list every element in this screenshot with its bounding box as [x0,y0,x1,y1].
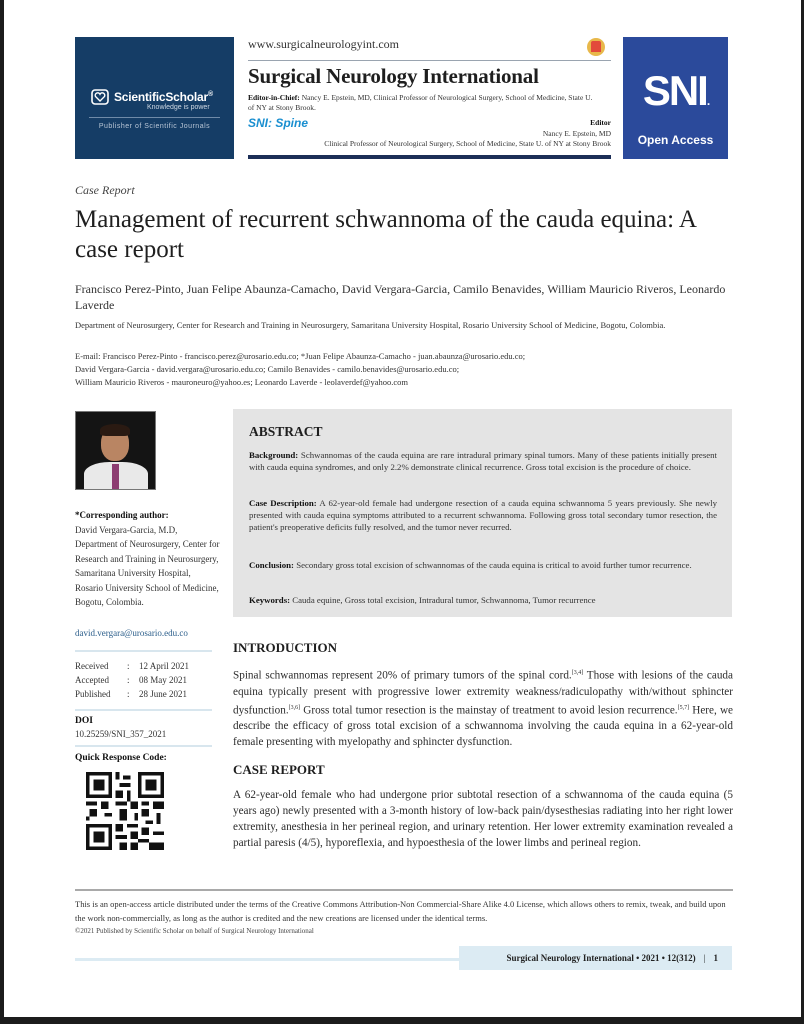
page-number: 1 [713,953,718,963]
abstract-heading: ABSTRACT [249,424,323,439]
section-name: SNI: Spine [248,116,309,130]
corresponding-email-link[interactable]: david.vergara@urosario.edu.co [75,628,188,638]
abstract-box [233,409,732,617]
sidebar-divider [75,650,212,652]
corresponding-author [75,508,220,610]
sidebar-divider [75,709,212,711]
article-title: Management of recurrent schwannoma of the cauda equina: A case report [75,206,696,263]
publisher-logo: ScientificScholar® Knowledge is power Publisher of Scientific Journals [75,37,234,159]
sni-logo: SNI. Open Access [623,37,728,159]
corresponding-details: David Vergara-Garcia, M.D, Department of Neurosurgery, Center for Research and Training in Neurosurgery, Samaritana University Hospital, Rosario University School of Medicine, Bogotu, Colombia. [75,524,220,607]
introduction-heading: INTRODUCTION [233,640,338,655]
open-access-label: Open Access [637,133,714,147]
corresponding-label: *Corresponding author: [75,510,169,520]
copyright-text: ©2021 Published by Scientific Scholar on behalf of Surgical Neurology International [75,927,314,935]
editor-block [324,118,611,150]
introduction-text: Spinal schwannomas represent 20% of primary tumors of the spinal cord.[3,4] Those with lesions of the cauda equina typically present with progressive lower extremity weakness/radiculopathy with/without sphincter dysfunction.[3,6] Gross total tumor resection is the mainstay of treatment to avoid lesion recurrence.[5,7] Here, we describe the efficacy of gross total excision of a schwannoma involving the cauda equina in a 62-year-old female presenting with myelopathy and sphincter dysfunction. [233,669,733,749]
document-page [4,0,801,1017]
affiliation: Department of Neurosurgery, Center for Research and Training in Neurosurgery, Samaritana University Hospital, Rosario University School of Medicine, Bogotu, Colombia. [75,320,666,330]
editor-name: Nancy E. Epstein, MD [542,128,611,138]
case-report-heading: CASE REPORT [233,762,325,777]
date-row-accepted: Accepted : 08 May 2021 [75,675,187,685]
qr-code-icon[interactable] [86,772,164,850]
logo-divider [89,117,220,118]
journal-header [244,37,611,159]
editor-affiliation: Clinical Professor of Neurological Surgery, School of Medicine, State U. of NY at Stony Brook [324,139,611,148]
journal-url[interactable]: www.surgicalneurologyint.com [248,37,399,51]
citation-link[interactable]: [3,4] [571,670,584,676]
footer-citation-bar: Surgical Neurology International • 2021 • 12(312) | 1 [459,946,732,970]
abstract-keywords: Keywords: Cauda equine, Gross total excision, Intradural tumor, Schwannoma, Tumor recurrence [249,595,596,605]
abstract-background: Background: Schwannomas of the cauda equina are rare intradural primary spinal tumors. Many of these patients initially present with cauda equina syndromes, and only 2.2% demonstrate clinical recurrence. Gross total excision is the procedure of choice. [249,450,717,472]
publisher-name: ScientificScholar [114,90,208,104]
sni-logo-text: SNI [642,67,707,114]
publisher-subtitle: Publisher of Scientific Journals [98,123,211,130]
license-text: This is an open-access article distributed under the terms of the Creative Commons Attribution-Non Commercial-Share Alike 4.0 License, which allows others to remix, tweak, and build upon the work non-commercially, as long as the author is credited and the new creations are licensed under the identical terms. [75,899,726,923]
citation-link[interactable]: [5,7] [677,704,690,711]
journal-citation: Surgical Neurology International • 2021 • 12(312) [506,953,696,963]
footer-divider [75,889,733,891]
editor-in-chief: Editor-in-Chief: Nancy E. Epstein, MD, Clinical Professor of Neurological Surgery, School of Medicine, State U. of NY at Stony Brook. [248,93,593,112]
author-photo [75,411,156,490]
doi-label: DOI [75,716,93,726]
author-emails: E-mail: Francisco Perez-Pinto - francisco.perez@urosario.edu.co; *Juan Felipe Abaunza-Camacho - juan.abaunza@urosario.edu.co; David Vergara-Garcia - david.vergara@urosario.edu.co; Camilo Benavides - camilo.benavides@urosario.edu.co; William Mauricio Riveros - mauroneuro@yahoo.es; Leonardo Laverde - leolaverdef@yahoo.com [75,351,526,387]
editor-label: Editor [590,118,611,127]
citation-link[interactable]: [3,6] [288,704,301,711]
date-row-published: Published : 28 June 2021 [75,689,187,699]
bookmark-icon[interactable] [587,38,605,56]
article-dates [75,659,189,701]
author-list: Francisco Perez-Pinto, Juan Felipe Abaunza-Camacho, David Vergara-Garcia, Camilo Benavides, William Mauricio Riveros, Leonardo Laverde [75,282,726,312]
header-bar [248,155,611,159]
abstract-case-description: Case Description: A 62-year-old female had undergone resection of a cauda equina schwannoma 5 years previously. She newly presented with cauda equina symptoms attributed to a recurrent schwannoma. Following gross total secondary tumor resection, the patient's preoperative deficits fully resolved, and the tumor never recurred. [249,498,717,532]
case-report-text: A 62-year-old female who had undergone prior subtotal resection of a schwannoma of the cauda equina (5 years ago) newly presented with a 3-month history of low-back pain/dysesthesias radiating into her right lower extremity, anesthesia in her perineal region, and urinary retention. Her lower extremity examination revealed a partial paresis (4/5), hyporeflexia, and hypoesthesia of the lower limbs and perineal region. [233,789,733,849]
sidebar-divider [75,745,212,747]
heart-hands-icon [91,89,109,105]
date-row-received: Received : 12 April 2021 [75,661,190,671]
article-type: Case Report [75,183,135,197]
footer-accent-line [75,958,460,961]
qr-label: Quick Response Code: [75,753,167,763]
publisher-tagline: Knowledge is power [147,104,210,111]
abstract-conclusion: Conclusion: Secondary gross total excision of schwannomas of the cauda equina is critical to avoid further tumor recurrence. [249,560,692,570]
doi-value[interactable]: 10.25259/SNI_357_2021 [75,729,167,739]
journal-title: Surgical Neurology International [248,64,539,88]
header-divider [248,60,611,61]
